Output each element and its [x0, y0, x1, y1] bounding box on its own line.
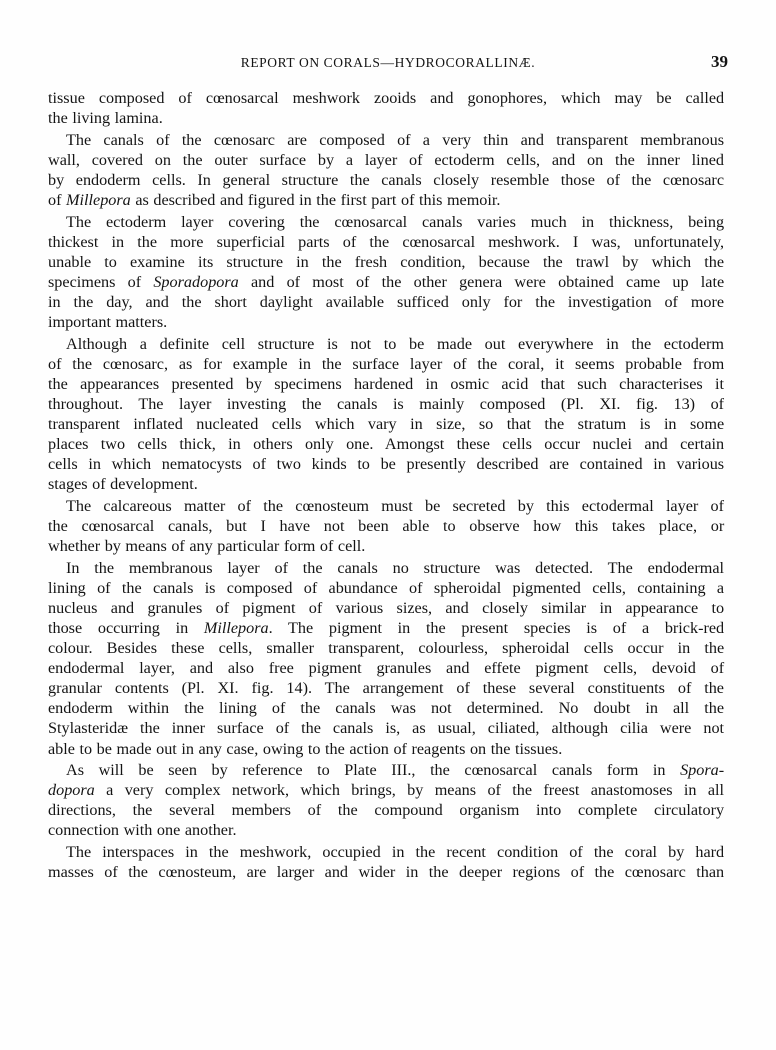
text-line: As will be seen by reference to Plate III., the cœnosarcal canals form in Spora- [66, 761, 725, 780]
text-line: able to be made out in any case, owing to the action of reagents on the tissues. [48, 739, 563, 758]
text-line: Stylasteridæ the inner surface of the canals is, as usual, ciliated, although cilia were not [48, 719, 725, 738]
text-line: directions, the several members of the compound organism into complete circulatory [48, 801, 725, 820]
paragraph [48, 760, 724, 840]
text-line: In the membranous layer of the canals no structure was detected. The endodermal [66, 558, 725, 577]
text-line: masses of the cœnosteum, are larger and wider in the deeper regions of the cœnosarc than [48, 863, 725, 882]
text-line: specimens of Sporadopora and of most of the other genera were obtained came up late [48, 272, 725, 291]
page-number: 39 [711, 52, 728, 71]
text-line: the living lamina. [48, 109, 163, 128]
text-line: whether by means of any particular form of cell. [48, 537, 366, 556]
text-line: dopora a very complex network, which brings, by means of the freest anastomoses in all [48, 781, 725, 800]
text-line: in the day, and the short daylight available sufficed only for the investigation of more [48, 292, 725, 311]
text-line: granular contents (Pl. XI. fig. 14). The arrangement of these several constituents of the [48, 679, 724, 698]
paragraph [48, 496, 724, 556]
text-line: tissue composed of cœnosarcal meshwork zooids and gonophores, which may be called [48, 89, 725, 107]
text-line: the appearances presented by specimens hardened in osmic acid that such characterises it [48, 374, 724, 393]
paragraph [48, 88, 724, 128]
running-title: REPORT ON CORALS—HYDROCORALLINÆ. [240, 55, 536, 70]
body-text [48, 88, 724, 884]
paragraph [48, 842, 724, 882]
text-line: connection with one another. [48, 821, 237, 840]
text-line: nucleus and granules of pigment of various sizes, and closely similar in appearance to [48, 598, 725, 617]
text-line: endodermal layer, and also free pigment granules and effete pigment cells, devoid of [48, 659, 725, 678]
text-line: unable to examine its structure in the fresh condition, because the trawl by which the [48, 252, 725, 271]
text-line: throughout. The layer investing the canals is mainly composed (Pl. XI. fig. 13) of [48, 394, 725, 413]
text-line: of the cœnosarc, as for example in the surface layer of the coral, it seems probable from [48, 354, 725, 373]
text-line: by endoderm cells. In general structure the canals closely resemble those of the cœnosarc [48, 170, 725, 189]
text-line: The interspaces in the meshwork, occupied in the recent condition of the coral by hard [66, 842, 725, 861]
text-line: The ectoderm layer covering the cœnosarcal canals varies much in thickness, being [66, 212, 725, 231]
text-line: cells in which nematocysts of two kinds to be presently described are contained in various [48, 455, 725, 474]
text-line: wall, covered on the outer surface by a layer of ectoderm cells, and on the inner lined [48, 150, 725, 169]
text-line: lining of the canals is composed of abundance of spheroidal pigmented cells, containing a [48, 578, 725, 597]
text-line: The calcareous matter of the cœnosteum must be secreted by this ectodermal layer of [66, 496, 725, 515]
paragraph [48, 212, 724, 333]
text-line: stages of development. [48, 475, 198, 494]
text-line: those occurring in Millepora. The pigment in the present species is of a brick-red [48, 618, 725, 637]
paragraph [48, 558, 724, 759]
text-line: The canals of the cœnosarc are composed of a very thin and transparent membranous [66, 130, 725, 149]
paragraph [48, 334, 724, 495]
text-line: thickest in the more superficial parts of the cœnosarcal meshwork. I was, unfortunately, [48, 232, 725, 251]
text-line: transparent inflated nucleated cells which vary in size, so that the stratum is in some [48, 415, 725, 433]
text-line: the cœnosarcal canals, but I have not been able to observe how this takes place, or [48, 516, 725, 535]
paragraph [48, 130, 724, 210]
text-line: of Millepora as described and figured in the first part of this memoir. [48, 190, 501, 209]
text-line: Although a definite cell structure is not to be made out everywhere in the ectoderm [66, 334, 725, 353]
running-head [48, 52, 728, 74]
text-line: places two cells thick, in others only one. Amongst these cells occur nuclei and certain [48, 435, 725, 454]
text-line: endoderm within the lining of the canals was not determined. No doubt in all the [48, 699, 725, 718]
text-line: colour. Besides these cells, smaller transparent, colourless, spheroidal cells occur in the [48, 639, 725, 658]
text-line: important matters. [48, 313, 168, 332]
